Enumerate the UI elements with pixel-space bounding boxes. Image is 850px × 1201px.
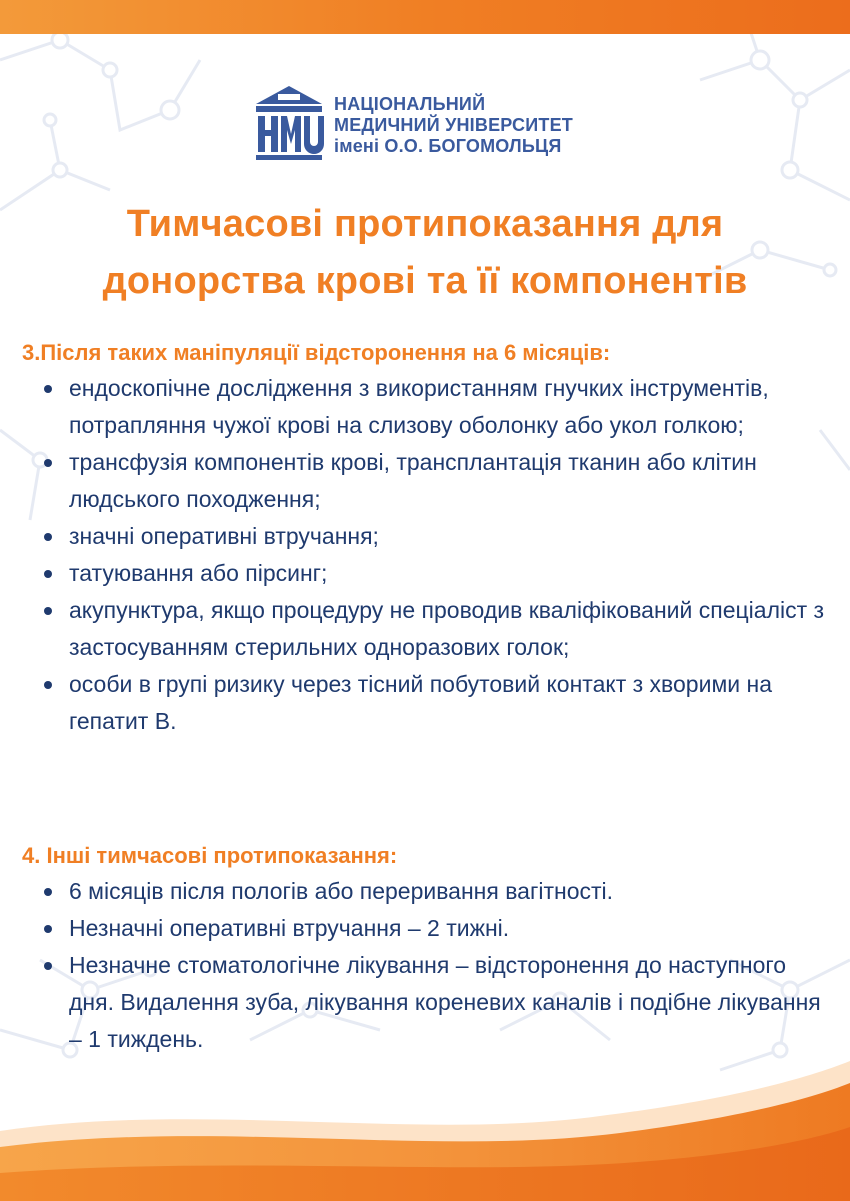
list-item: акупунктура, якщо процедуру не проводив кваліфікований спеціаліст з застосуванням стерильних одноразових голок; xyxy=(0,592,850,666)
title-line-2: донорства крові та її компонентів xyxy=(102,260,748,302)
bullet-icon xyxy=(44,533,52,541)
list-item: ендоскопічне дослідження з використанням гнучких інструментів, потрапляння чужої крові на слизову оболонку або укол голкою; xyxy=(0,370,850,444)
section-3-heading: 3.Після таких маніпуляції відсторонення на 6 місяців: xyxy=(22,340,611,365)
title-line-1: Тимчасові протипоказання для xyxy=(126,203,724,245)
bullet-icon xyxy=(44,385,52,393)
section-3-list xyxy=(0,370,850,740)
list-item: значні оперативні втручання; xyxy=(0,518,850,555)
bullet-icon xyxy=(44,925,52,933)
list-item: Незначне стоматологічне лікування – відсторонення до наступного дня. Видалення зуба, лікування кореневих каналів і подібне лікування – 1 тиждень. xyxy=(0,947,850,1058)
university-building-logo-icon xyxy=(254,84,324,162)
list-item: трансфузія компонентів крові, трансплантація тканин або клітин людського походження; xyxy=(0,444,850,518)
bullet-icon xyxy=(44,570,52,578)
bullet-icon xyxy=(44,962,52,970)
bullet-icon xyxy=(44,681,52,689)
logo-line-2: МЕДИЧНИЙ УНІВЕРСИТЕТ xyxy=(334,115,573,135)
list-item: 6 місяців після пологів або переривання вагітності. xyxy=(0,873,850,910)
list-item: особи в групі ризику через тісний побутовий контакт з хворими на гепатит В. xyxy=(0,666,850,740)
top-orange-band xyxy=(0,0,850,34)
bottom-orange-wave xyxy=(0,1061,850,1201)
university-logo xyxy=(254,84,614,164)
section-4-list xyxy=(0,873,850,1058)
bullet-icon xyxy=(44,888,52,896)
list-item: Незначні оперативні втручання – 2 тижні. xyxy=(0,910,850,947)
bullet-icon xyxy=(44,459,52,467)
university-name xyxy=(334,94,573,157)
poster-title xyxy=(0,196,850,310)
section-4-heading: 4. Інші тимчасові протипоказання: xyxy=(22,843,398,868)
logo-line-3: імені О.О. БОГОМОЛЬЦЯ xyxy=(334,136,562,156)
logo-line-1: НАЦІОНАЛЬНИЙ xyxy=(334,94,486,114)
list-item: татуювання або пірсинг; xyxy=(0,555,850,592)
bullet-icon xyxy=(44,607,52,615)
